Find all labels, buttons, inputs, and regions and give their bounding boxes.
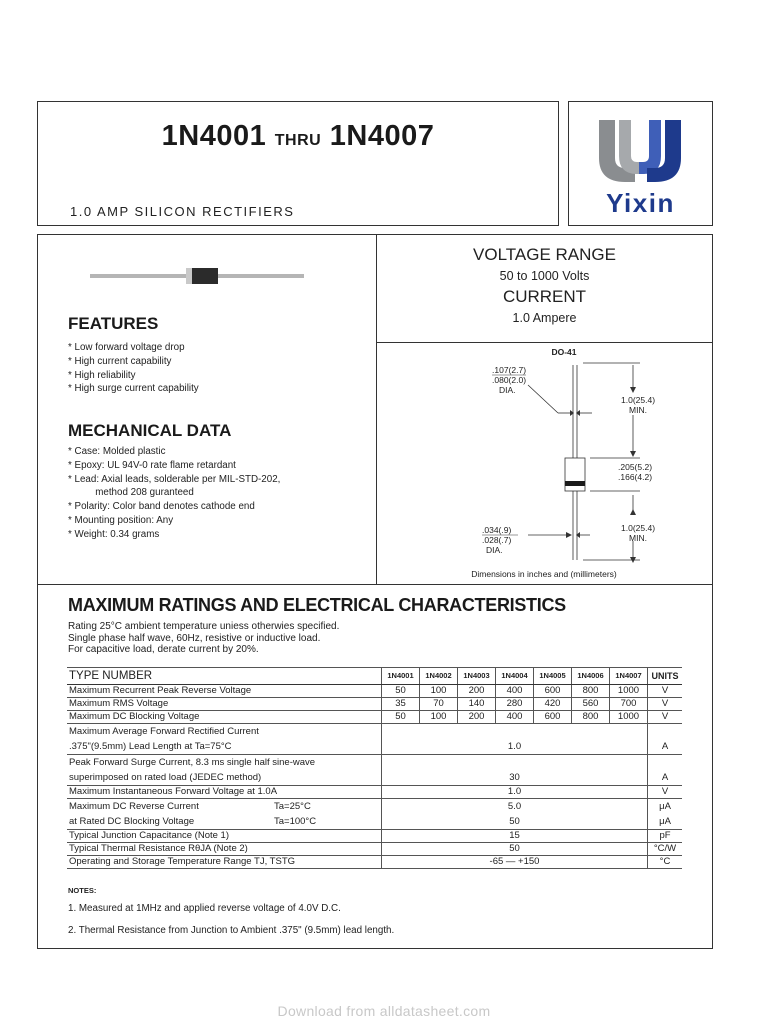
part-end: 1N4007 <box>329 120 435 152</box>
part-range-title <box>38 120 558 153</box>
value-cell: 1.0 <box>382 786 648 799</box>
value-cell-empty <box>382 755 648 771</box>
table-row <box>67 698 682 711</box>
param-cell: .375"(9.5mm) Lead Length at Ta=75°C <box>67 739 382 755</box>
lead-dia-max: .107(2.7) <box>492 365 527 375</box>
features-heading: FEATURES <box>68 314 159 333</box>
value-cell: 5.0 <box>382 799 648 815</box>
param-cell <box>67 799 382 815</box>
value-cell: 1000 <box>610 685 648 698</box>
unit-cell: μA <box>648 799 683 815</box>
unit-cell: pF <box>648 830 683 843</box>
note-1: 1. Measured at 1MHz and applied reverse voltage of 4.0V D.C. <box>68 903 341 914</box>
value-cell: 50 <box>382 711 420 724</box>
condition-text: Ta=100°C <box>274 815 317 827</box>
current-title: CURRENT <box>502 287 587 306</box>
table-row <box>67 799 682 815</box>
lead-dia-label: DIA. <box>499 385 516 395</box>
type-header: 1N4005 <box>534 668 572 685</box>
logo-panel <box>568 101 713 226</box>
unit-cell: A <box>648 770 683 786</box>
value-cell: 1000 <box>610 711 648 724</box>
type-header: 1N4007 <box>610 668 648 685</box>
value-cell: 400 <box>496 711 534 724</box>
param-cell: Maximum Instantaneous Forward Voltage at 1.0A <box>67 786 382 799</box>
param-text: Maximum DC Reverse Current <box>69 800 199 812</box>
type-header: 1N4004 <box>496 668 534 685</box>
ratings-panel <box>37 584 713 949</box>
value-cell: 50 <box>382 685 420 698</box>
table-row <box>67 843 682 856</box>
wire-dia-label: DIA. <box>486 545 503 555</box>
list-item: * Polarity: Color band denotes cathode end <box>68 501 255 513</box>
table-row <box>67 770 682 786</box>
lead-length-bottom-min: MIN. <box>629 533 647 543</box>
voltage-range-value: 50 to 1000 Volts <box>499 269 590 283</box>
param-cell <box>67 814 382 830</box>
download-footer: Download from alldatasheet.com <box>277 1003 491 1019</box>
table-row <box>67 755 682 771</box>
list-item: method 208 guranteed <box>68 487 194 499</box>
value-cell: 50 <box>382 843 648 856</box>
current-value: 1.0 Ampere <box>512 311 577 325</box>
param-text: at Rated DC Blocking Voltage <box>69 815 195 827</box>
value-cell: 600 <box>534 685 572 698</box>
param-cell: Maximum Recurrent Peak Reverse Voltage <box>67 685 382 698</box>
part-start: 1N4001 <box>161 120 267 152</box>
type-header: 1N4003 <box>458 668 496 685</box>
param-cell: superimposed on rated load (JEDEC method) <box>67 770 382 786</box>
unit-cell: μA <box>648 814 683 830</box>
list-item: * Case: Molded plastic <box>68 446 166 457</box>
table-row <box>67 739 682 755</box>
value-cell: 560 <box>572 698 610 711</box>
value-cell: -65 — +150 <box>382 856 648 869</box>
rating-divider <box>376 342 713 343</box>
ratings-table <box>67 667 682 869</box>
unit-cell-empty <box>648 724 683 740</box>
value-cell: 200 <box>458 711 496 724</box>
value-cell: 70 <box>420 698 458 711</box>
condition-line: Rating 25°C ambient temperature uniess otherwies specified. <box>68 621 340 632</box>
cathode-band <box>565 481 585 486</box>
do41-package-drawing <box>378 345 712 583</box>
wire-dia-max: .034(.9) <box>482 525 512 535</box>
list-item: * Weight: 0.34 grams <box>68 528 160 540</box>
value-cell: 420 <box>534 698 572 711</box>
list-item: * Lead: Axial leads, solderable per MIL-STD-202, <box>68 473 281 485</box>
value-cell: 100 <box>420 685 458 698</box>
yixin-logo-icon <box>595 118 687 184</box>
ratings-heading: MAXIMUM RATINGS AND ELECTRICAL CHARACTERISTICS <box>68 595 566 615</box>
body-length-max: .205(5.2) <box>618 462 653 472</box>
lead-length-bottom: 1.0(25.4) <box>621 523 656 533</box>
value-cell: 280 <box>496 698 534 711</box>
value-cell: 400 <box>496 685 534 698</box>
dimensions-caption: Dimensions in inches and (millimeters) <box>471 569 617 579</box>
package-name: DO-41 <box>551 347 577 357</box>
table-header-row <box>67 668 682 685</box>
value-cell: 800 <box>572 685 610 698</box>
value-cell: 100 <box>420 711 458 724</box>
list-item: * High reliability <box>68 369 136 381</box>
value-cell: 800 <box>572 711 610 724</box>
thru-word: THRU <box>274 132 322 149</box>
value-cell: 600 <box>534 711 572 724</box>
table-row <box>67 856 682 869</box>
value-cell: 200 <box>458 685 496 698</box>
unit-cell: V <box>648 698 683 711</box>
wire-dia-min: .028(.7) <box>482 535 512 545</box>
features-list <box>68 341 199 396</box>
features-package-panel <box>37 234 713 585</box>
ratings-conditions <box>68 621 339 656</box>
condition-line: For capacitive load, derate current by 20%. <box>68 644 259 655</box>
param-cell: Maximum RMS Voltage <box>67 698 382 711</box>
body-length-min: .166(4.2) <box>618 472 653 482</box>
value-cell: 700 <box>610 698 648 711</box>
notes-label: NOTES: <box>68 886 97 895</box>
mechanical-list <box>68 445 280 542</box>
table-row <box>67 830 682 843</box>
unit-cell: V <box>648 711 683 724</box>
value-cell: 50 <box>382 814 648 830</box>
type-header: 1N4002 <box>420 668 458 685</box>
condition-text: Ta=25°C <box>274 800 311 812</box>
logo-wordmark: Yixin <box>606 188 675 218</box>
condition-line: Single phase half wave, 60Hz, resistive or inductive load. <box>68 632 321 644</box>
param-cell: Maximum DC Blocking Voltage <box>67 711 382 724</box>
param-cell: Typical Junction Capacitance (Note 1) <box>67 830 382 843</box>
units-header: UNITS <box>648 668 683 685</box>
list-item: * Mounting position: Any <box>68 514 174 526</box>
product-subtitle: 1.0 AMP SILICON RECTIFIERS <box>70 204 295 219</box>
unit-cell: V <box>648 786 683 799</box>
type-number-header: TYPE NUMBER <box>67 668 382 685</box>
table-row <box>67 814 682 830</box>
value-cell: 35 <box>382 698 420 711</box>
value-cell-empty <box>382 724 648 740</box>
value-cell: 15 <box>382 830 648 843</box>
type-header: 1N4006 <box>572 668 610 685</box>
table-row <box>67 685 682 698</box>
param-cell: Typical Thermal Resistance RθJA (Note 2) <box>67 843 382 856</box>
value-cell: 30 <box>382 770 648 786</box>
title-panel <box>37 101 559 226</box>
param-cell: Maximum Average Forward Rectified Current <box>69 725 259 737</box>
table-row <box>67 724 682 740</box>
table-row <box>67 711 682 724</box>
value-cell: 140 <box>458 698 496 711</box>
unit-cell: °C/W <box>648 843 683 856</box>
lead-dia-min: .080(2.0) <box>492 375 527 385</box>
unit-cell: °C <box>648 856 683 869</box>
mechanical-heading: MECHANICAL DATA <box>68 421 232 440</box>
list-item: * High surge current capability <box>68 383 199 395</box>
value-cell: 1.0 <box>382 739 648 755</box>
note-2: 2. Thermal Resistance from Junction to Ambient .375" (9.5mm) lead length. <box>68 925 395 936</box>
list-item: * High current capability <box>68 355 172 367</box>
lead-length-top: 1.0(25.4) <box>621 395 656 405</box>
list-item: * Low forward voltage drop <box>68 342 185 353</box>
list-item: * Epoxy: UL 94V-0 rate flame retardant <box>68 459 236 471</box>
voltage-range-title: VOLTAGE RANGE <box>473 245 616 264</box>
unit-cell: V <box>648 685 683 698</box>
unit-cell-empty <box>648 755 683 771</box>
unit-cell: A <box>648 739 683 755</box>
param-cell: Operating and Storage Temperature Range TJ, TSTG <box>67 856 382 869</box>
table-row <box>67 786 682 799</box>
param-cell: Peak Forward Surge Current, 8.3 ms single half sine-wave <box>69 756 316 768</box>
diode-illustration <box>90 263 304 291</box>
lead-length-top-min: MIN. <box>629 405 647 415</box>
type-header: 1N4001 <box>382 668 420 685</box>
